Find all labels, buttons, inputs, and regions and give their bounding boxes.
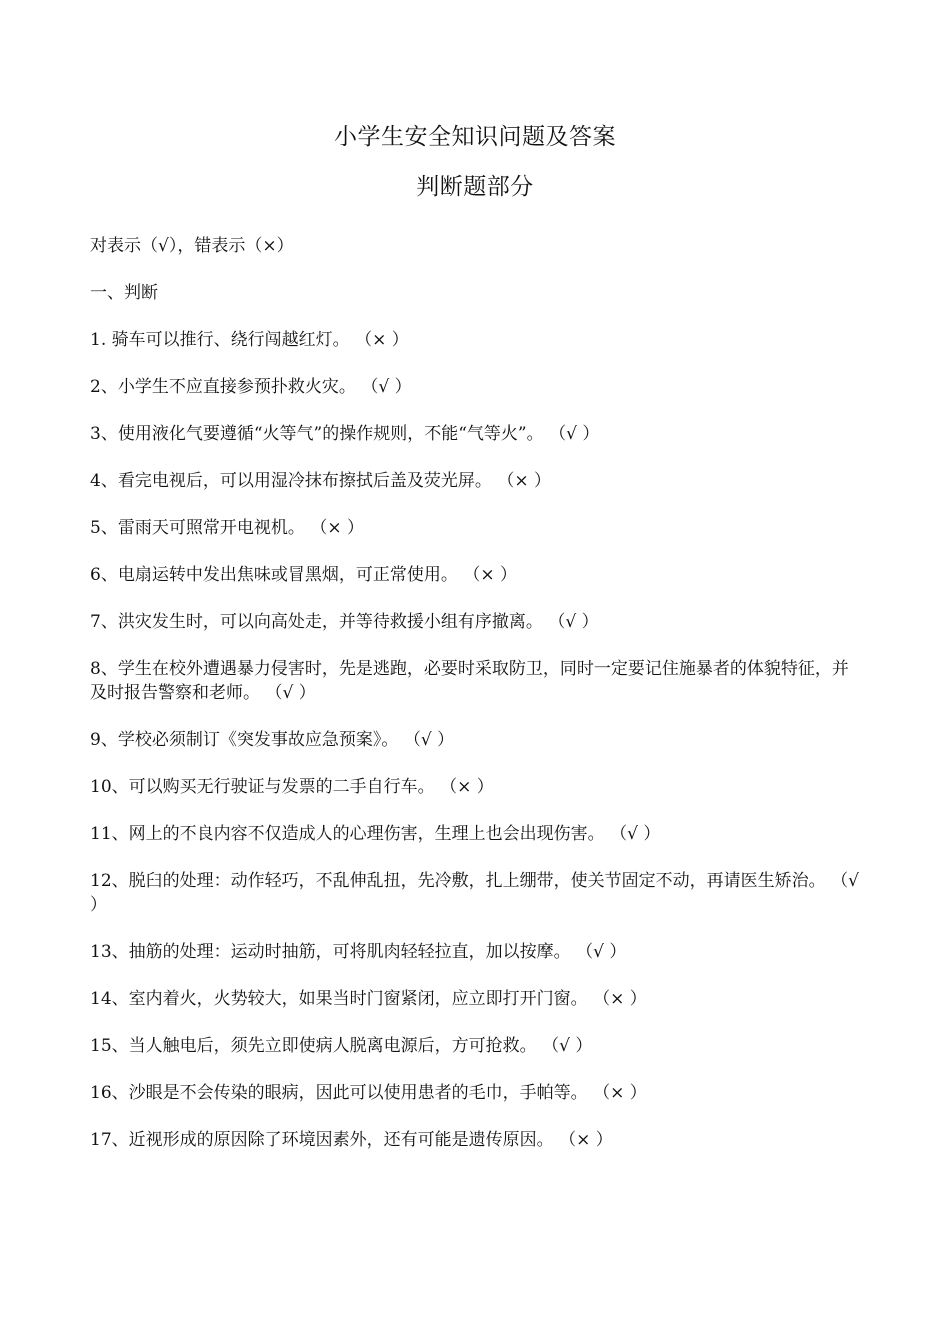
question-text: 8、学生在校外遭遇暴力侵害时，先是逃跑，必要时采取防卫，同时一定要记住施暴者的体貌特征，并及时报告警察和老师。 (90, 659, 849, 703)
question-answer: （√ ） (412, 730, 455, 750)
question-answer: （√ ） (550, 1036, 593, 1056)
question-text: 5、雷雨天可照常开电视机。 (90, 518, 305, 538)
question-item (90, 469, 862, 493)
question-answer: （√ ） (557, 424, 600, 444)
question-text: 14、室内着火，火势较大，如果当时门窗紧闭，应立即打开门窗。 (90, 989, 588, 1009)
question-item (90, 328, 862, 352)
document-body (90, 234, 862, 1175)
question-text: 12、脱臼的处理：动作轻巧，不乱伸乱扭，先冷敷，扎上绷带，使关节固定不动，再请医生矫治。 (90, 871, 826, 891)
question-item (90, 987, 862, 1011)
question-item (90, 516, 862, 540)
question-item (90, 657, 862, 705)
question-text: 17、近视形成的原因除了环境因素外，还有可能是遗传原因。 (90, 1130, 554, 1150)
question-answer: （× ） (567, 1130, 613, 1150)
question-text: 9、学校必须制订《突发事故应急预案》。 (90, 730, 399, 750)
question-answer: （√ ） (369, 377, 412, 397)
question-answer: （√ ） (90, 871, 859, 915)
question-item (90, 1081, 862, 1105)
question-text: 16、沙眼是不会传染的眼病，因此可以使用患者的毛巾，手帕等。 (90, 1083, 588, 1103)
question-answer: （√ ） (618, 824, 661, 844)
question-item (90, 610, 862, 634)
question-item (90, 422, 862, 446)
question-text: 13、抽筋的处理：运动时抽筋，可将肌肉轻轻拉直，加以按摩。 (90, 942, 571, 962)
question-item (90, 822, 862, 846)
question-text: 15、当人触电后，须先立即使病人脱离电源后，方可抢救。 (90, 1036, 537, 1056)
question-answer: （× ） (601, 1083, 647, 1103)
page-title: 小学生安全知识问题及答案 (334, 124, 616, 150)
question-text: 1. 骑车可以推行、绕行闯越红灯。 (90, 330, 350, 350)
question-answer: （× ） (448, 777, 494, 797)
question-answer: （× ） (471, 565, 517, 585)
question-text: 3、使用液化气要遵循“火等气”的操作规则，不能“气等火”。 (90, 424, 544, 444)
question-answer: （× ） (363, 330, 409, 350)
question-answer: （× ） (505, 471, 551, 491)
question-item (90, 1034, 862, 1058)
question-item (90, 728, 862, 752)
question-answer: （√ ） (274, 683, 316, 703)
question-text: 7、洪灾发生时，可以向高处走，并等待救援小组有序撤离。 (90, 612, 543, 632)
question-item (90, 775, 862, 799)
question-item (90, 1128, 862, 1152)
question-text: 11、网上的不良内容不仅造成人的心理伤害，生理上也会出现伤害。 (90, 824, 605, 844)
question-answer: （× ） (601, 989, 647, 1009)
question-answer: （√ ） (584, 942, 627, 962)
question-item (90, 869, 862, 917)
question-item (90, 940, 862, 964)
question-item (90, 375, 862, 399)
question-text: 10、可以购买无行驶证与发票的二手自行车。 (90, 777, 435, 797)
question-text: 6、电扇运转中发出焦味或冒黑烟，可正常使用。 (90, 565, 458, 585)
answer-legend: 对表示（√），错表示（×） (90, 236, 294, 256)
question-text: 4、看完电视后，可以用湿冷抹布擦拭后盖及荧光屏。 (90, 471, 492, 491)
question-text: 2、小学生不应直接参预扑救火灾。 (90, 377, 356, 397)
question-item (90, 563, 862, 587)
section-title: 判断题部分 (416, 174, 534, 200)
section-heading: 一、判断 (90, 283, 158, 303)
question-answer: （√ ） (556, 612, 599, 632)
question-answer: （× ） (318, 518, 364, 538)
